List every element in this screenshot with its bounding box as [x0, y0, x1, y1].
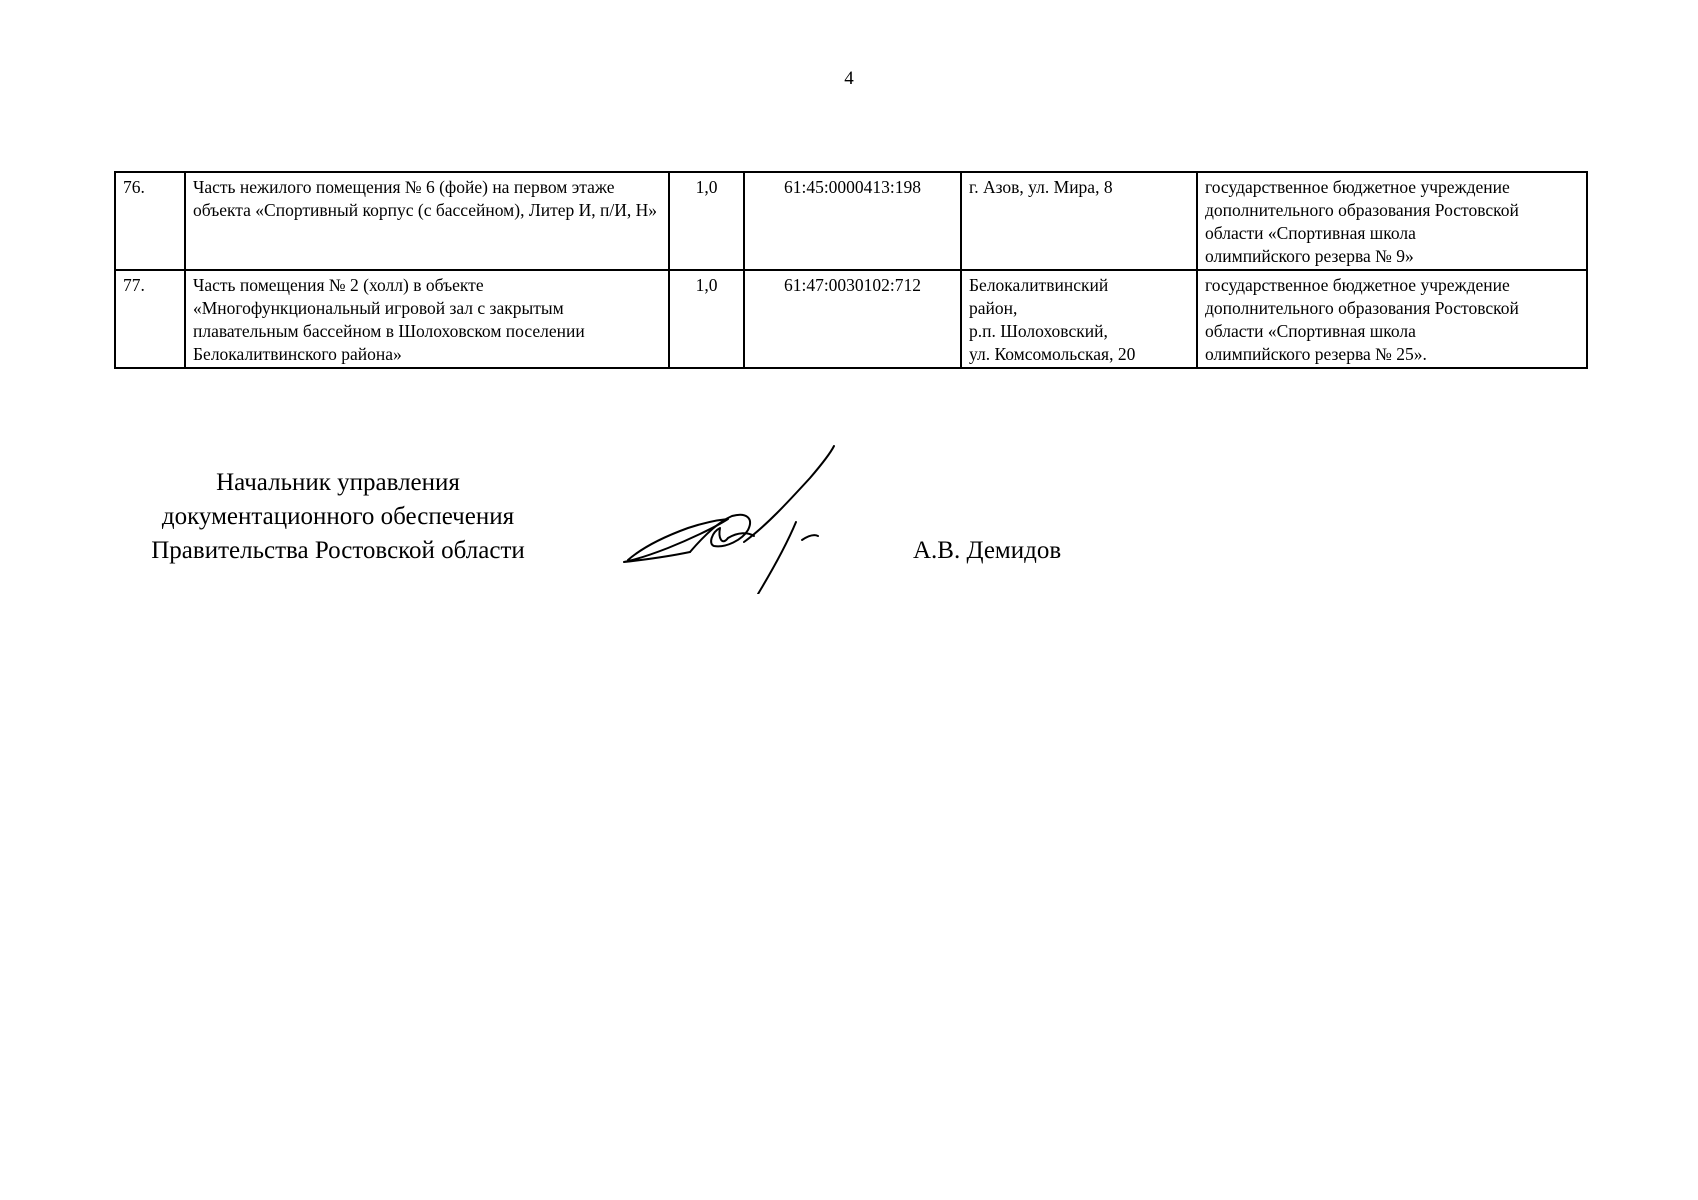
cadastral-number: 61:45:0000413:198: [744, 172, 961, 270]
row-number: 77.: [115, 270, 185, 368]
rights-holder: государственное бюджетное учреждение дополнительного образования Ростовской области «Спортивная школа олимпийского резерва № 9»: [1197, 172, 1587, 270]
row-number: 76.: [115, 172, 185, 270]
area-value: 1,0: [669, 172, 744, 270]
signer-name: А.В. Демидов: [913, 537, 1062, 564]
table-row: [115, 172, 1587, 270]
signatory-position: [110, 466, 566, 568]
handwritten-signature: [618, 436, 880, 594]
cadastral-number: 61:47:0030102:712: [744, 270, 961, 368]
property-table: [114, 171, 1588, 369]
page-number: 4: [844, 68, 854, 89]
object-address: Белокалитвинский район, р.п. Шолоховский, ул. Комсомольская, 20: [961, 270, 1197, 368]
object-description: Часть помещения № 2 (холл) в объекте «Многофункциональный игровой зал с закрытым плавательным бассейном в Шолоховском поселении Белокалитвинского района»: [185, 270, 669, 368]
rights-holder: государственное бюджетное учреждение дополнительного образования Ростовской области «Спортивная школа олимпийского резерва № 25».: [1197, 270, 1587, 368]
position-line: документационного обеспечения: [161, 503, 515, 530]
object-description: Часть нежилого помещения № 6 (фойе) на первом этаже объекта «Спортивный корпус (с бассейном), Литер И, п/И, Н»: [185, 172, 669, 270]
table-row: [115, 270, 1587, 368]
position-line: Начальник управления: [216, 469, 460, 496]
object-address: г. Азов, ул. Мира, 8: [961, 172, 1197, 270]
position-line: Правительства Ростовской области: [151, 537, 525, 564]
area-value: 1,0: [669, 270, 744, 368]
